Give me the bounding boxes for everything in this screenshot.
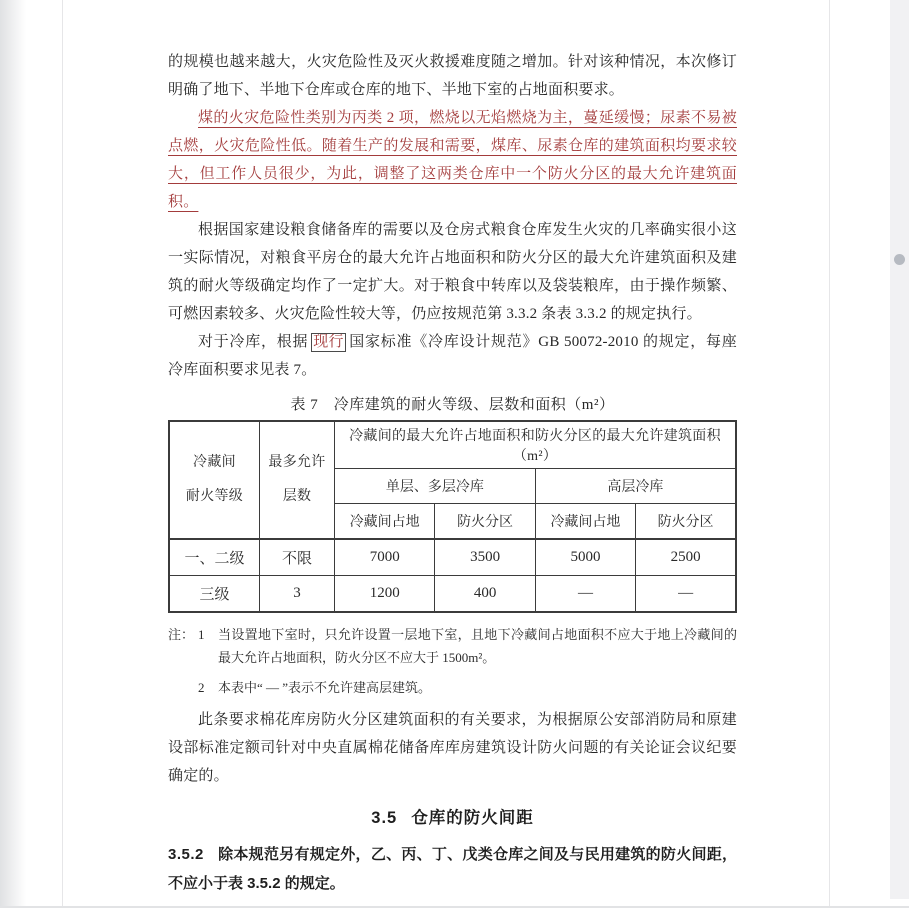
table-cell: 400 xyxy=(435,576,535,613)
scrollbar-track[interactable] xyxy=(890,0,909,899)
note-item xyxy=(168,676,737,699)
clause-3-5-2 xyxy=(168,840,737,898)
table-cell: — xyxy=(535,576,635,613)
note-text: 当设置地下室时，只允许设置一层地下室，且地下冷藏间占地面积不应大于地上冷藏间的最大允许占地面积，防火分区不应大于 1500m²。 xyxy=(218,627,737,665)
paragraph-grain-storage: 根据国家建设粮食储备库的需要以及仓房式粮食仓库发生火灾的几率确实很小这一实际情况，对粮食平房仓的最大允许占地面积和防火分区的最大允许建筑面积及建筑的耐火等级确定均作了一定扩大。对于粮食中转库以及袋装粮库，由于操作频繁、可燃因素较多、火灾危险性较大等，仍应按规范第 3.3.2 条表 3.3.2 的规定执行。 xyxy=(168,222,737,322)
table-subheader: 冷藏间占地 xyxy=(535,504,635,540)
table-notes xyxy=(168,623,737,699)
section-title: 仓库的防火间距 xyxy=(411,809,534,827)
clause-number: 3.5.2 xyxy=(168,846,204,863)
table-caption: 表 7 冷库建筑的耐火等级、层数和面积（m²） xyxy=(290,397,615,413)
table-header-group-highrise: 高层冷库 xyxy=(535,469,736,504)
table-row xyxy=(169,539,736,576)
revision-insert-box: 现行 xyxy=(313,334,344,350)
section-number: 3.5 xyxy=(371,809,398,827)
table-cell: 不限 xyxy=(260,539,335,576)
table-header-group-lowrise: 单层、多层冷库 xyxy=(335,469,536,504)
table-7-cold-storage xyxy=(168,420,737,613)
paragraph-cold-storage xyxy=(168,328,737,384)
paragraph-continuation: 的规模也越来越大，火灾危险性及灭火救援难度随之增加。针对该种情况，本次修订明确了地下、半地下仓库或仓库的地下、半地下室的占地面积要求。 xyxy=(168,54,737,98)
note-number: 1 xyxy=(198,627,205,642)
table-row xyxy=(169,576,736,613)
header-line: 最多允许 xyxy=(268,455,326,470)
note-item xyxy=(168,623,737,669)
table-cell: 5000 xyxy=(535,539,635,576)
header-line: 层数 xyxy=(282,489,312,504)
text-before-insert: 对于冷库，根据 xyxy=(198,334,309,350)
table-cell: 1200 xyxy=(335,576,435,613)
table-header-max-storeys xyxy=(260,421,335,539)
table-subheader: 冷藏间占地 xyxy=(335,504,435,540)
table-cell: 3500 xyxy=(435,539,535,576)
table-header-span: 冷藏间的最大允许占地面积和防火分区的最大允许建筑面积（m²） xyxy=(335,421,737,469)
table-cell: 7000 xyxy=(335,539,435,576)
table-subheader: 防火分区 xyxy=(636,504,736,540)
table-cell: 3 xyxy=(260,576,335,613)
note-label: 注： xyxy=(168,627,195,642)
scrollbar-thumb[interactable] xyxy=(894,254,905,265)
section-heading-3-5 xyxy=(168,804,737,828)
page-content xyxy=(63,0,829,898)
paragraph-cotton-warehouse: 此条要求棉花库房防火分区建筑面积的有关要求，为根据原公安部消防局和原建设部标准定额司针对中央直属棉花储备库库房建筑设计防火问题的有关论证会议纪要确定的。 xyxy=(168,712,737,784)
document-page xyxy=(62,0,830,908)
table-subheader: 防火分区 xyxy=(435,504,535,540)
table-header-fire-resistance xyxy=(169,421,260,539)
clause-text: 除本规范另有规定外，乙、丙、丁、戊类仓库之间及与民用建筑的防火间距，不应小于表 3.5.2 的规定。 xyxy=(168,846,737,892)
header-line: 冷藏间 xyxy=(193,455,236,470)
text-after-insert: 国家标准《冷库设计规范》GB 50072-2010 的规定，每座冷库面积要求见表 7。 xyxy=(168,334,737,378)
note-text: 本表中“ — ”表示不允许建高层建筑。 xyxy=(218,680,432,695)
left-edge-shadow xyxy=(0,0,26,908)
header-line: 耐火等级 xyxy=(185,489,244,504)
table-cell: — xyxy=(636,576,736,613)
paragraph-revision-red: 煤的火灾危险性类别为丙类 2 项，燃烧以无焰燃烧为主，蔓延缓慢；尿素不易被点燃，火灾危险性低。随着生产的发展和需要，煤库、尿素仓库的建筑面积均要求较大，但工作人员很少，为此，调整了这两类仓库中一个防火分区的最大允许建筑面积。 xyxy=(168,110,737,210)
table-cell: 一、二级 xyxy=(169,539,260,576)
table-cell: 三级 xyxy=(169,576,260,613)
note-label-spacer xyxy=(168,676,198,699)
table-cell: 2500 xyxy=(636,539,736,576)
note-number: 2 xyxy=(198,680,205,695)
